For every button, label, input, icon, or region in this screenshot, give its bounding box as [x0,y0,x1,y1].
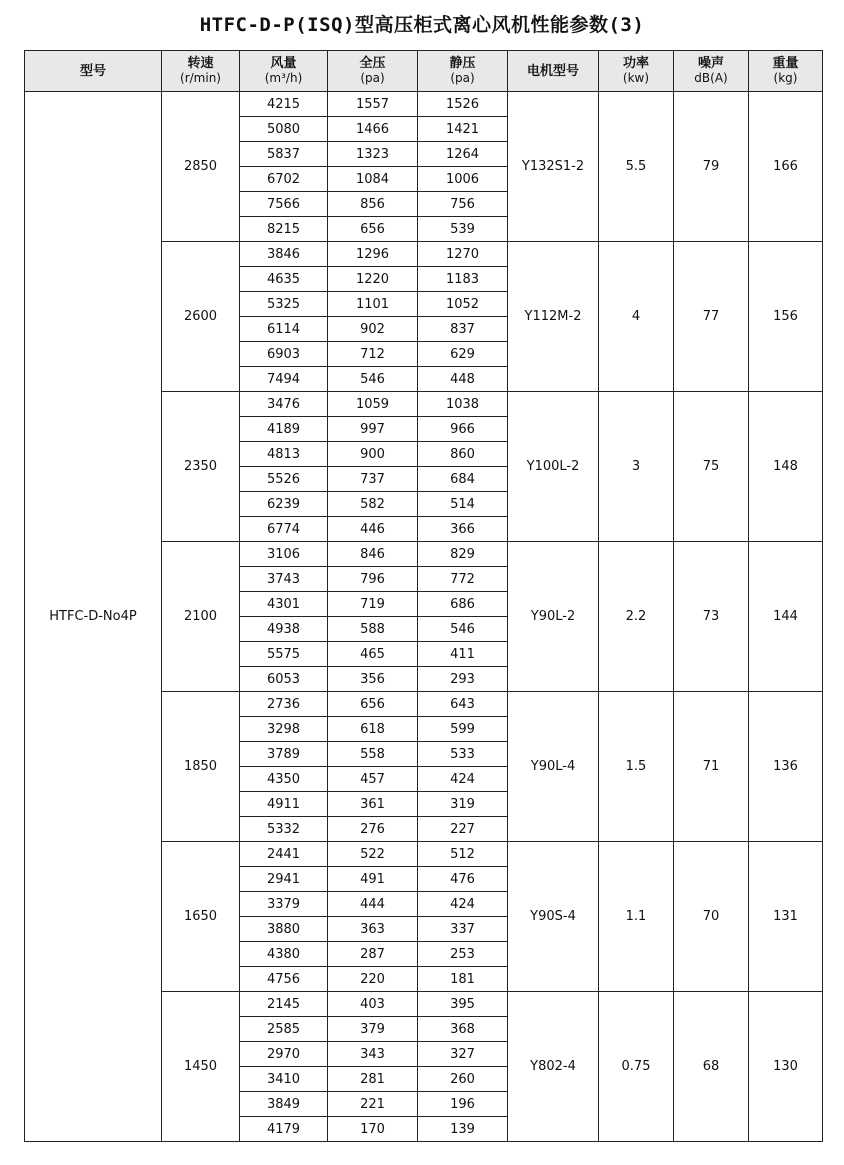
total-pressure-cell: 1101 [328,292,418,317]
total-pressure-cell: 446 [328,517,418,542]
power-cell: 3 [599,392,674,542]
total-pressure-cell: 558 [328,742,418,767]
total-pressure-cell: 281 [328,1067,418,1092]
header-motor: 电机型号 [508,51,599,92]
static-pressure-cell: 539 [418,217,508,242]
power-cell: 1.1 [599,842,674,992]
noise-cell: 77 [674,242,749,392]
flow-cell: 3106 [240,542,328,567]
weight-cell: 166 [749,92,823,242]
static-pressure-cell: 448 [418,367,508,392]
header-power: 功率 (kw) [599,51,674,92]
motor-cell: Y90L-2 [508,542,599,692]
flow-cell: 4189 [240,417,328,442]
motor-cell: Y802-4 [508,992,599,1142]
speed-cell: 2100 [162,542,240,692]
static-pressure-cell: 533 [418,742,508,767]
weight-cell: 131 [749,842,823,992]
flow-cell: 6053 [240,667,328,692]
flow-cell: 6903 [240,342,328,367]
flow-cell: 3298 [240,717,328,742]
flow-cell: 3743 [240,567,328,592]
header-total-pressure: 全压 (pa) [328,51,418,92]
speed-cell: 2350 [162,392,240,542]
static-pressure-cell: 181 [418,967,508,992]
flow-cell: 4350 [240,767,328,792]
static-pressure-cell: 196 [418,1092,508,1117]
noise-cell: 75 [674,392,749,542]
total-pressure-cell: 582 [328,492,418,517]
total-pressure-cell: 363 [328,917,418,942]
total-pressure-cell: 737 [328,467,418,492]
total-pressure-cell: 170 [328,1117,418,1142]
total-pressure-cell: 546 [328,367,418,392]
flow-cell: 5080 [240,117,328,142]
table-body [25,92,823,1142]
static-pressure-cell: 227 [418,817,508,842]
weight-cell: 144 [749,542,823,692]
header-static-pressure: 静压 (pa) [418,51,508,92]
flow-cell: 6774 [240,517,328,542]
flow-cell: 4911 [240,792,328,817]
total-pressure-cell: 900 [328,442,418,467]
static-pressure-cell: 476 [418,867,508,892]
flow-cell: 5325 [240,292,328,317]
static-pressure-cell: 1421 [418,117,508,142]
static-pressure-cell: 1038 [418,392,508,417]
static-pressure-cell: 424 [418,892,508,917]
total-pressure-cell: 1220 [328,267,418,292]
total-pressure-cell: 444 [328,892,418,917]
static-pressure-cell: 772 [418,567,508,592]
weight-cell: 130 [749,992,823,1142]
speed-cell: 1450 [162,992,240,1142]
static-pressure-cell: 337 [418,917,508,942]
static-pressure-cell: 139 [418,1117,508,1142]
motor-cell: Y112M-2 [508,242,599,392]
total-pressure-cell: 588 [328,617,418,642]
motor-cell: Y90S-4 [508,842,599,992]
total-pressure-cell: 343 [328,1042,418,1067]
header-flow: 风量 (m³/h) [240,51,328,92]
static-pressure-cell: 837 [418,317,508,342]
motor-cell: Y132S1-2 [508,92,599,242]
total-pressure-cell: 379 [328,1017,418,1042]
static-pressure-cell: 966 [418,417,508,442]
flow-cell: 3789 [240,742,328,767]
speed-cell: 1850 [162,692,240,842]
speed-cell: 2600 [162,242,240,392]
total-pressure-cell: 1296 [328,242,418,267]
flow-cell: 2736 [240,692,328,717]
total-pressure-cell: 356 [328,667,418,692]
noise-cell: 71 [674,692,749,842]
flow-cell: 3849 [240,1092,328,1117]
flow-cell: 4635 [240,267,328,292]
flow-cell: 3410 [240,1067,328,1092]
noise-cell: 79 [674,92,749,242]
static-pressure-cell: 1052 [418,292,508,317]
total-pressure-cell: 276 [328,817,418,842]
flow-cell: 6114 [240,317,328,342]
flow-cell: 4380 [240,942,328,967]
total-pressure-cell: 361 [328,792,418,817]
model-cell: HTFC-D-No4P [25,92,162,1142]
total-pressure-cell: 902 [328,317,418,342]
static-pressure-cell: 546 [418,617,508,642]
table-row [25,92,823,117]
static-pressure-cell: 293 [418,667,508,692]
total-pressure-cell: 220 [328,967,418,992]
motor-cell: Y100L-2 [508,392,599,542]
total-pressure-cell: 403 [328,992,418,1017]
flow-cell: 6239 [240,492,328,517]
power-cell: 5.5 [599,92,674,242]
static-pressure-cell: 368 [418,1017,508,1042]
speed-cell: 1650 [162,842,240,992]
header-model: 型号 [25,51,162,92]
flow-cell: 2145 [240,992,328,1017]
static-pressure-cell: 319 [418,792,508,817]
flow-cell: 2941 [240,867,328,892]
static-pressure-cell: 756 [418,192,508,217]
static-pressure-cell: 599 [418,717,508,742]
flow-cell: 3846 [240,242,328,267]
flow-cell: 4813 [240,442,328,467]
flow-cell: 5575 [240,642,328,667]
static-pressure-cell: 1264 [418,142,508,167]
power-cell: 4 [599,242,674,392]
header-speed: 转速 (r/min) [162,51,240,92]
power-cell: 1.5 [599,692,674,842]
noise-cell: 70 [674,842,749,992]
total-pressure-cell: 1084 [328,167,418,192]
total-pressure-cell: 221 [328,1092,418,1117]
header-noise: 噪声 dB(A) [674,51,749,92]
total-pressure-cell: 1323 [328,142,418,167]
page-title: HTFC-D-P(ISQ)型高压柜式离心风机性能参数(3) [199,14,645,36]
power-cell: 0.75 [599,992,674,1142]
total-pressure-cell: 712 [328,342,418,367]
total-pressure-cell: 1059 [328,392,418,417]
static-pressure-cell: 1526 [418,92,508,117]
static-pressure-cell: 629 [418,342,508,367]
flow-cell: 4756 [240,967,328,992]
weight-cell: 156 [749,242,823,392]
total-pressure-cell: 491 [328,867,418,892]
total-pressure-cell: 997 [328,417,418,442]
static-pressure-cell: 686 [418,592,508,617]
static-pressure-cell: 829 [418,542,508,567]
static-pressure-cell: 327 [418,1042,508,1067]
total-pressure-cell: 457 [328,767,418,792]
static-pressure-cell: 253 [418,942,508,967]
weight-cell: 148 [749,392,823,542]
static-pressure-cell: 684 [418,467,508,492]
total-pressure-cell: 618 [328,717,418,742]
flow-cell: 4938 [240,617,328,642]
static-pressure-cell: 1006 [418,167,508,192]
static-pressure-cell: 1270 [418,242,508,267]
static-pressure-cell: 411 [418,642,508,667]
speed-cell: 2850 [162,92,240,242]
flow-cell: 6702 [240,167,328,192]
flow-cell: 5332 [240,817,328,842]
total-pressure-cell: 522 [328,842,418,867]
flow-cell: 7566 [240,192,328,217]
flow-cell: 2441 [240,842,328,867]
static-pressure-cell: 260 [418,1067,508,1092]
header-weight: 重量 (kg) [749,51,823,92]
static-pressure-cell: 1183 [418,267,508,292]
noise-cell: 68 [674,992,749,1142]
total-pressure-cell: 856 [328,192,418,217]
total-pressure-cell: 1466 [328,117,418,142]
flow-cell: 3880 [240,917,328,942]
motor-cell: Y90L-4 [508,692,599,842]
total-pressure-cell: 465 [328,642,418,667]
flow-cell: 4179 [240,1117,328,1142]
flow-cell: 4215 [240,92,328,117]
flow-cell: 8215 [240,217,328,242]
weight-cell: 136 [749,692,823,842]
flow-cell: 7494 [240,367,328,392]
total-pressure-cell: 287 [328,942,418,967]
static-pressure-cell: 512 [418,842,508,867]
table-header [25,51,823,92]
flow-cell: 5837 [240,142,328,167]
static-pressure-cell: 860 [418,442,508,467]
flow-cell: 3379 [240,892,328,917]
static-pressure-cell: 514 [418,492,508,517]
total-pressure-cell: 656 [328,692,418,717]
total-pressure-cell: 846 [328,542,418,567]
flow-cell: 2970 [240,1042,328,1067]
total-pressure-cell: 1557 [328,92,418,117]
static-pressure-cell: 643 [418,692,508,717]
total-pressure-cell: 719 [328,592,418,617]
performance-table [24,50,823,1142]
static-pressure-cell: 424 [418,767,508,792]
flow-cell: 3476 [240,392,328,417]
power-cell: 2.2 [599,542,674,692]
total-pressure-cell: 656 [328,217,418,242]
flow-cell: 4301 [240,592,328,617]
static-pressure-cell: 366 [418,517,508,542]
static-pressure-cell: 395 [418,992,508,1017]
noise-cell: 73 [674,542,749,692]
flow-cell: 5526 [240,467,328,492]
flow-cell: 2585 [240,1017,328,1042]
total-pressure-cell: 796 [328,567,418,592]
